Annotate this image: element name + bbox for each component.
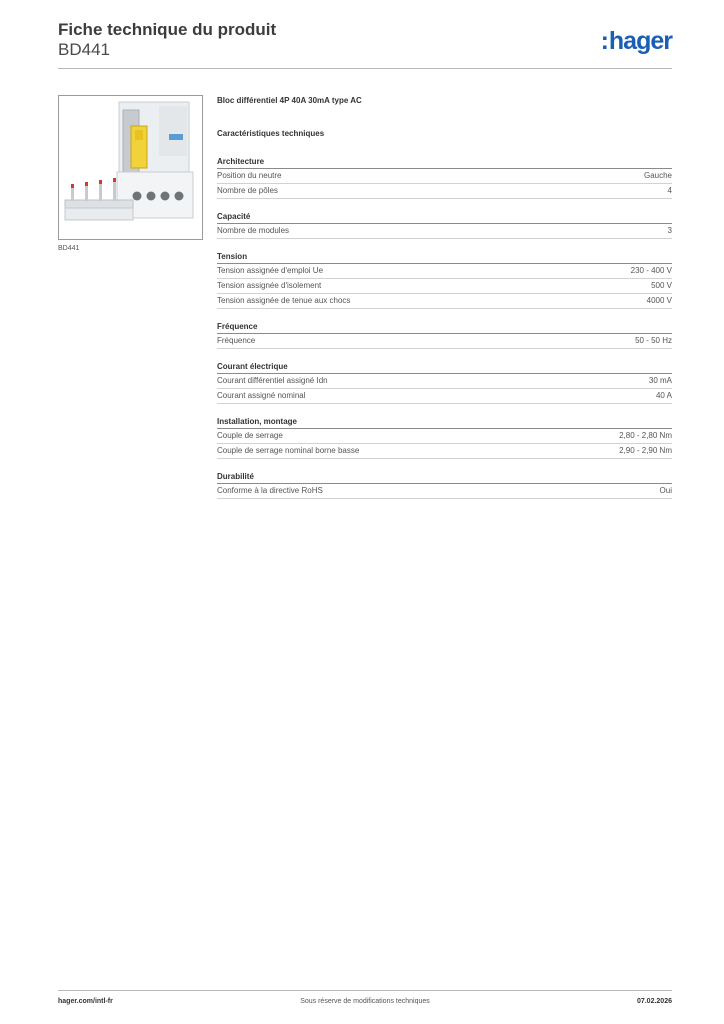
spec-value: 50 - 50 Hz — [635, 336, 672, 345]
footer-divider — [58, 990, 672, 991]
spec-row — [217, 444, 672, 459]
spec-row — [217, 429, 672, 444]
spec-row — [217, 279, 672, 294]
spec-label: Fréquence — [217, 336, 256, 345]
footer-disclaimer: Sous réserve de modifications techniques — [300, 998, 430, 1005]
spec-group — [217, 470, 672, 499]
spec-label: Nombre de modules — [217, 226, 290, 235]
spec-group — [217, 320, 672, 349]
group-title: Tension — [217, 250, 672, 264]
spec-value: 4 — [667, 186, 672, 195]
spec-row — [217, 294, 672, 309]
spec-groups — [217, 155, 672, 499]
spec-group — [217, 250, 672, 309]
spec-label: Couple de serrage nominal borne basse — [217, 446, 360, 455]
spec-row — [217, 264, 672, 279]
spec-label: Courant assigné nominal — [217, 391, 306, 400]
image-caption: BD441 — [58, 245, 80, 252]
spec-row — [217, 334, 672, 349]
spec-label: Couple de serrage — [217, 431, 283, 440]
spec-value: 4000 V — [646, 296, 672, 305]
group-title: Courant électrique — [217, 360, 672, 374]
section-title: Caractéristiques techniques — [217, 129, 325, 138]
group-title: Fréquence — [217, 320, 672, 334]
spec-row — [217, 374, 672, 389]
spec-value: 3 — [667, 226, 672, 235]
page-header — [58, 20, 672, 59]
spec-label: Tension assignée d'emploi Ue — [217, 266, 324, 275]
spec-label: Courant différentiel assigné Idn — [217, 376, 328, 385]
spec-sheet — [217, 96, 672, 510]
spec-group — [217, 210, 672, 239]
group-title: Architecture — [217, 155, 672, 169]
product-image — [58, 95, 203, 240]
document-title: Fiche technique du produit — [58, 20, 277, 39]
differential-block-illustration — [59, 96, 202, 239]
spec-group — [217, 360, 672, 404]
spec-group — [217, 155, 672, 199]
spec-group — [217, 415, 672, 459]
spec-value: Oui — [659, 486, 672, 495]
spec-label: Conforme à la directive RoHS — [217, 486, 323, 495]
logo-dots-icon: : — [600, 27, 608, 55]
spec-row — [217, 224, 672, 239]
header-divider — [58, 68, 672, 69]
spec-value: 40 A — [655, 391, 672, 400]
spec-row — [217, 389, 672, 404]
page-footer — [58, 998, 672, 1010]
spec-label: Nombre de pôles — [217, 186, 278, 195]
spec-label: Tension assignée de tenue aux chocs — [217, 296, 351, 305]
spec-value: 30 mA — [648, 376, 672, 385]
product-reference: BD441 — [58, 40, 110, 59]
spec-value: 2,80 - 2,80 Nm — [619, 431, 672, 440]
group-title: Durabilité — [217, 470, 672, 484]
logo-text: hager — [608, 27, 672, 55]
footer-website[interactable]: hager.com/intl-fr — [58, 998, 113, 1005]
spec-label: Position du neutre — [217, 171, 282, 180]
group-title: Capacité — [217, 210, 672, 224]
spec-row — [217, 169, 672, 184]
spec-label: Tension assignée d'isolement — [217, 281, 322, 290]
spec-row — [217, 184, 672, 199]
spec-value: 500 V — [651, 281, 672, 290]
spec-row — [217, 484, 672, 499]
spec-value: 2,90 - 2,90 Nm — [619, 446, 672, 455]
group-title: Installation, montage — [217, 415, 672, 429]
spec-value: Gauche — [643, 171, 672, 180]
footer-date: 07.02.2026 — [636, 998, 672, 1005]
spec-value: 230 - 400 V — [630, 266, 672, 275]
hager-logo — [601, 27, 672, 56]
product-title: Bloc différentiel 4P 40A 30mA type AC — [217, 96, 362, 105]
